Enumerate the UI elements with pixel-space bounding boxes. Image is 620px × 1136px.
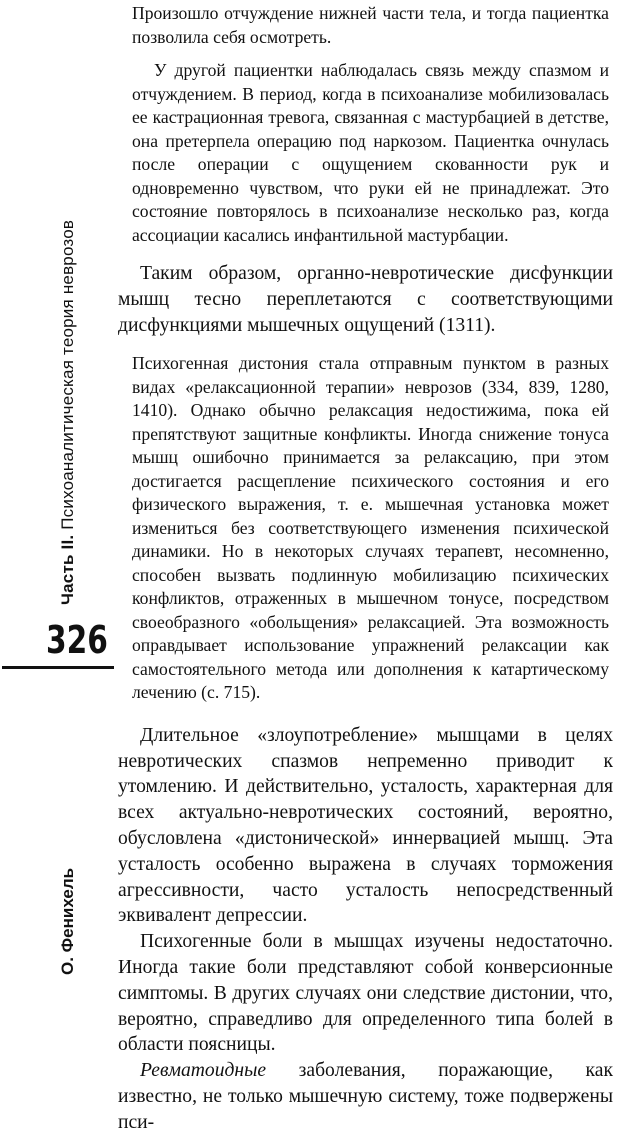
- paragraph-pain: Психогенные боли в мышцах изучены недостаточно. Иногда такие боли представляют собой конверсионные симптомы. В других случаях они следствие дистонии, что, вероятно, справедливо для определенного типа болей в области поясницы.: [118, 931, 613, 1056]
- page-number-rule: [2, 666, 114, 669]
- part-label: Часть II.: [58, 534, 77, 605]
- part-title: Психоаналитическая теория неврозов: [58, 219, 77, 530]
- page-number: 326: [46, 618, 108, 662]
- paragraph-case-two: У другой пациентки наблюдалась связь между спазмом и отчуждением. В период, когда в психоанализе мобилизовалась ее кастрационная тревога, связанная с мастурбацией в детстве, она претерпела операцию под наркозом. Пациентка очнулась после операции с ощущением скованности рук и одновременно чувством, что руки ей не принадлежат. Это состояние повторялось в психоанализе несколько раз, когда ассоциации касались инфантильной мастурбации.: [132, 60, 609, 245]
- rheumatoid-text: заболевания, поражающие, как известно, не только мышечную систему, тоже подвержены пси-: [118, 1060, 613, 1133]
- running-header-author: О. Фенихель: [58, 867, 77, 975]
- text-column: [118, 2, 613, 1136]
- paragraph-case-end: Произошло отчуждение нижней части тела, и тогда пациентка позволила себя осмотреть.: [132, 3, 609, 47]
- paragraph-relaxation: Психогенная дистония стала отправным пунктом в разных видах «релаксационной терапии» неврозов (334, 839, 1280, 1410). Однако обычно релаксация недостижима, пока ей препятствуют защитные конфликты. Иногда снижение тонуса мышц ошибочно принимается за релаксацию, при этом достигается расщепление психического состояния и его физического выражения, т. е. мышечная установка может измениться без соответствующего изменения психической динамики. Но в некоторых случаях терапевт, несомненно, способен вызвать подлинную мобилизацию психических конфликтов, отраженных в мышечном тонусе, посредством своеобразного «обольщения» релаксацией. Эта возможность оправдывает использование упражнений релаксации как самостоятельного метода или дополнения к катартическому лечению (с. 715).: [132, 353, 609, 703]
- paragraph-fatigue: Длительное «злоупотребление» мышцами в целях невротических спазмов непременно приводит к утомлению. И действительно, усталость, характерная для всех актуально-невротических состояний, вероятно, обусловлена «дистонической» иннервацией мышц. Эта усталость особенно выражена в случаях торможения агрессивности, часто усталость непосредственный эквивалент депрессии.: [118, 724, 613, 927]
- running-header-part: [58, 220, 78, 605]
- paragraph-main-1: Таким образом, органно-невротические дисфункции мышц тесно переплетаются с соответствующими дисфункциями мышечных ощущений (1311).: [118, 263, 613, 336]
- rheumatoid-term: Ревматоидные: [140, 1060, 267, 1082]
- paragraph-rheumatoid: [118, 1058, 613, 1135]
